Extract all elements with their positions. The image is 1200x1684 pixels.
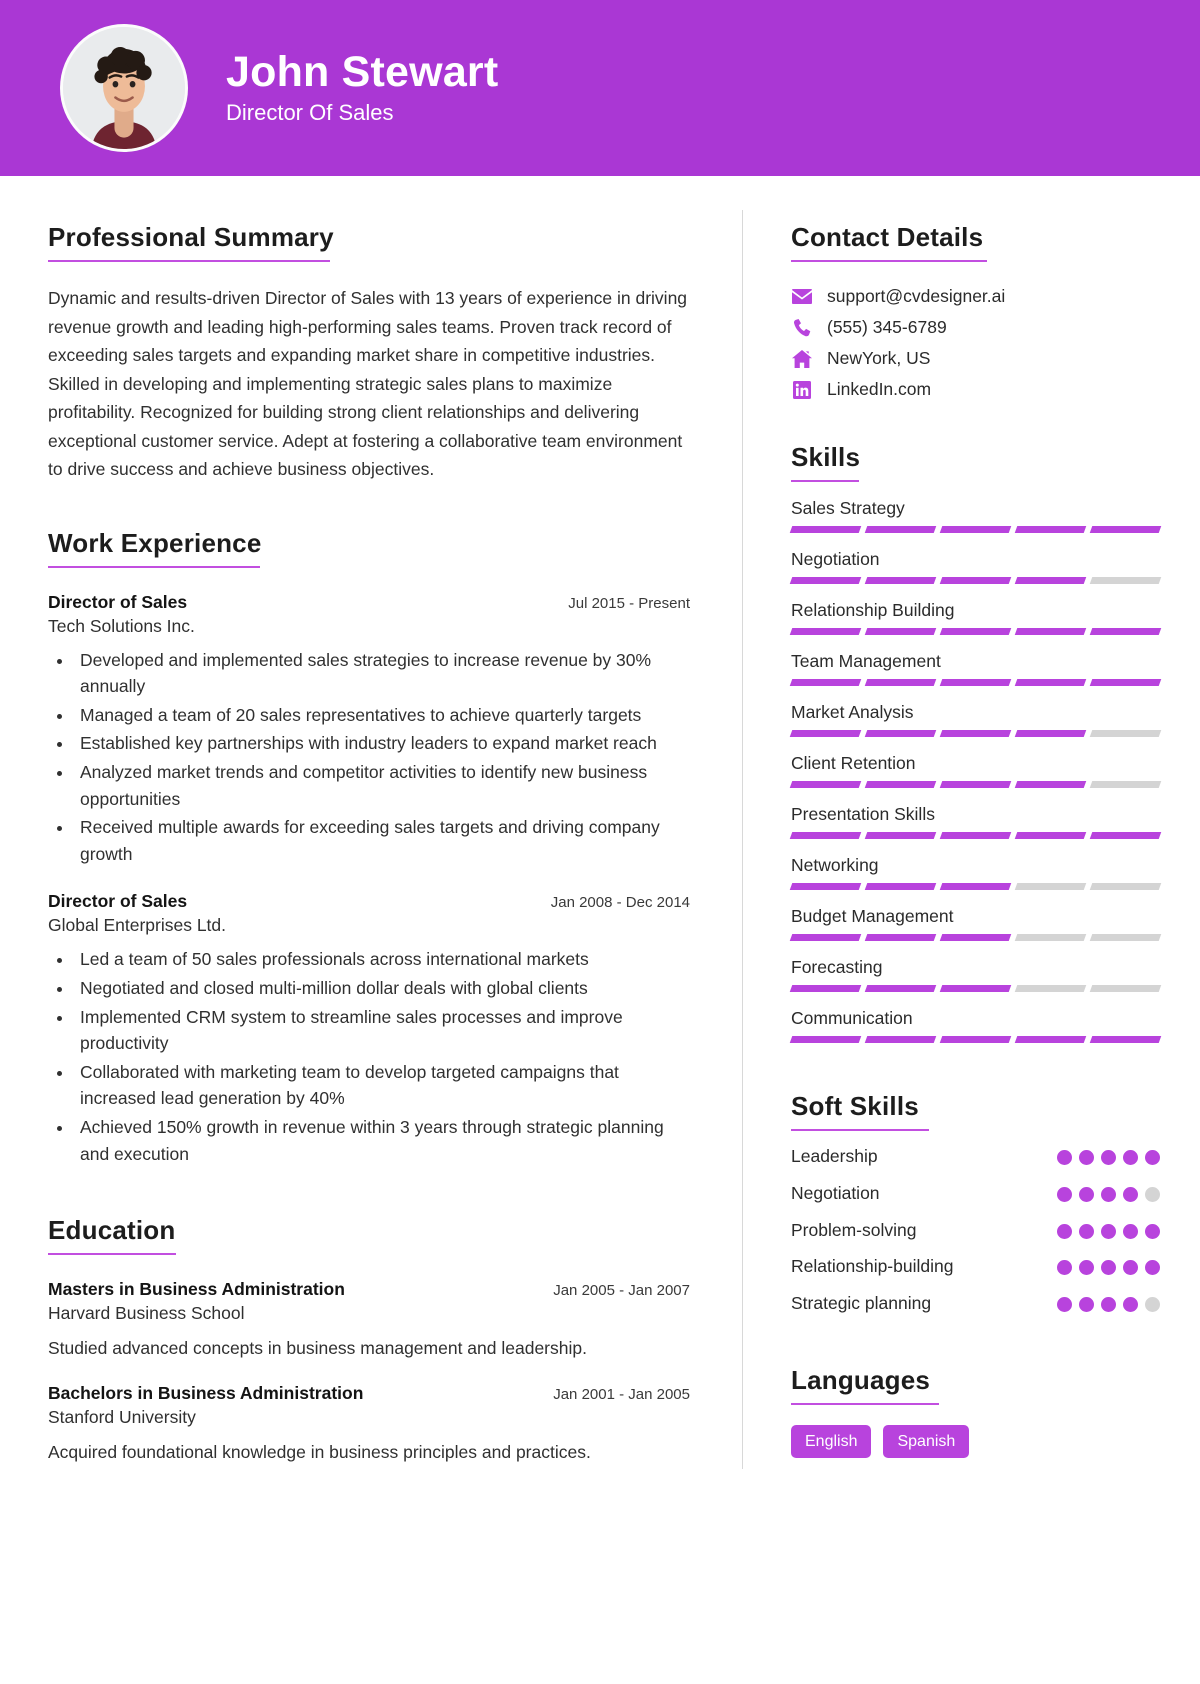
skill-label: Communication xyxy=(791,1008,913,1028)
skill-segment xyxy=(1090,934,1162,941)
skill-segment xyxy=(1015,883,1087,890)
education-description: Acquired foundational knowledge in business principles and practices. xyxy=(48,1442,591,1463)
skill-label: Presentation Skills xyxy=(791,804,935,824)
skill-level-bar xyxy=(791,679,1160,686)
work-item-header xyxy=(48,592,690,613)
linkedin-icon xyxy=(791,380,813,400)
rating-dot xyxy=(1057,1297,1072,1312)
education-item xyxy=(48,1383,690,1463)
skill-label: Team Management xyxy=(791,651,941,671)
rating-dot xyxy=(1145,1224,1160,1239)
education-date: Jan 2001 - Jan 2005 xyxy=(553,1386,690,1404)
skill-segment xyxy=(1090,730,1162,737)
education-item-header xyxy=(48,1383,690,1404)
skill-segment xyxy=(790,985,862,992)
skill-item xyxy=(791,1008,1160,1043)
section-skills xyxy=(791,442,1160,1043)
rating-dot xyxy=(1123,1150,1138,1165)
education-degree: Masters in Business Administration xyxy=(48,1279,345,1300)
section-rule xyxy=(48,260,330,262)
work-item-company: Tech Solutions Inc. xyxy=(48,615,195,636)
skill-segment xyxy=(1090,628,1162,635)
skill-segment xyxy=(940,934,1012,941)
skill-segment xyxy=(1090,781,1162,788)
contact-item-linkedin[interactable] xyxy=(791,379,1160,400)
section-work-experience xyxy=(48,528,690,1168)
skill-item xyxy=(791,855,1160,890)
list-item: • Led a team of 50 sales professionals across international markets xyxy=(74,946,690,973)
skill-segment xyxy=(865,883,937,890)
section-title-contact: Contact Details xyxy=(791,222,984,252)
work-item-title: Director of Sales xyxy=(48,891,188,912)
skill-segment xyxy=(1090,526,1162,533)
skill-segment xyxy=(1090,679,1162,686)
soft-skill-rating xyxy=(1057,1292,1160,1312)
rating-dot xyxy=(1145,1150,1160,1165)
skill-segment xyxy=(1015,526,1087,533)
list-item: • Managed a team of 20 sales representatives to achieve quarterly targets xyxy=(74,702,690,729)
skill-segment xyxy=(790,781,862,788)
rating-dot xyxy=(1057,1150,1072,1165)
skill-segment xyxy=(1015,934,1087,941)
skill-segment xyxy=(865,577,937,584)
skill-segment xyxy=(865,628,937,635)
skill-segment xyxy=(1015,577,1087,584)
soft-skill-rating xyxy=(1057,1182,1160,1202)
education-item-header xyxy=(48,1279,690,1300)
skill-segment xyxy=(1090,1036,1162,1043)
work-item-bullets xyxy=(74,647,690,868)
skill-segment xyxy=(790,832,862,839)
section-education xyxy=(48,1215,690,1463)
skill-label: Networking xyxy=(791,855,879,875)
list-item: • Negotiated and closed multi-million dollar deals with global clients xyxy=(74,975,690,1002)
skill-segment xyxy=(790,577,862,584)
skill-item xyxy=(791,804,1160,839)
skill-segment xyxy=(1015,730,1087,737)
skill-level-bar xyxy=(791,526,1160,533)
rating-dot xyxy=(1145,1260,1160,1275)
rating-dot xyxy=(1101,1150,1116,1165)
work-item-header xyxy=(48,891,690,912)
rating-dot xyxy=(1057,1260,1072,1275)
skill-item xyxy=(791,498,1160,533)
education-item xyxy=(48,1279,690,1359)
skill-segment xyxy=(1090,577,1162,584)
soft-skill-item xyxy=(791,1182,1160,1205)
skill-level-bar xyxy=(791,934,1160,941)
skill-segment xyxy=(940,1036,1012,1043)
skill-label: Negotiation xyxy=(791,549,880,569)
soft-skill-label: Relationship-building xyxy=(791,1256,954,1277)
soft-skill-item xyxy=(791,1255,1160,1278)
contact-location-value: NewYork, US xyxy=(827,348,931,368)
soft-skill-rating xyxy=(1057,1255,1160,1275)
summary-text: Dynamic and results-driven Director of Sales with 13 years of experience in driving revenue growth and leading high-performing sales teams. Proven track record of exceeding sales targets and expanding market share in competitive industries. Skilled in developing and implementing strategic sales plans to maximize profitability. Recognized for building strong client relationships and delivering exceptional customer service. Adept at fostering a collaborative team environment to drive success and achieve business objectives. xyxy=(48,288,688,480)
rating-dot xyxy=(1123,1297,1138,1312)
language-chip: English xyxy=(791,1425,871,1458)
soft-skill-label: Strategic planning xyxy=(791,1293,932,1313)
work-item-bullets xyxy=(74,946,690,1167)
skill-segment xyxy=(940,679,1012,686)
education-degree: Bachelors in Business Administration xyxy=(48,1383,364,1404)
skill-level-bar xyxy=(791,577,1160,584)
skill-item xyxy=(791,753,1160,788)
phone-icon xyxy=(791,318,813,338)
skill-label: Budget Management xyxy=(791,906,954,926)
skill-segment xyxy=(865,934,937,941)
language-chip: Spanish xyxy=(883,1425,969,1458)
contact-linkedin-value: LinkedIn.com xyxy=(827,379,932,399)
skill-item xyxy=(791,549,1160,584)
section-title-education: Education xyxy=(48,1215,176,1246)
section-title-languages: Languages xyxy=(791,1364,931,1395)
header-name-block xyxy=(226,49,498,127)
skill-segment xyxy=(1015,1036,1087,1043)
rating-dot xyxy=(1123,1224,1138,1239)
main-column xyxy=(0,176,742,1503)
skill-segment xyxy=(940,628,1012,635)
skill-segment xyxy=(865,526,937,533)
soft-skill-item xyxy=(791,1219,1160,1242)
skill-segment xyxy=(865,1036,937,1043)
skill-segment xyxy=(1090,985,1162,992)
rating-dot xyxy=(1101,1224,1116,1239)
skill-segment xyxy=(940,985,1012,992)
skill-segment xyxy=(940,883,1012,890)
language-chip-list xyxy=(791,1425,1160,1458)
soft-skill-label: Leadership xyxy=(791,1146,878,1166)
home-icon xyxy=(791,349,813,369)
work-item-date: Jan 2008 - Dec 2014 xyxy=(550,894,690,912)
skill-segment xyxy=(1015,832,1087,839)
soft-skill-label: Negotiation xyxy=(791,1182,880,1203)
section-soft-skills xyxy=(791,1091,1160,1315)
skill-item xyxy=(791,906,1160,941)
skill-segment xyxy=(940,781,1012,788)
skill-segment xyxy=(940,832,1012,839)
list-item: • Implemented CRM system to streamline sales processes and improve productivity xyxy=(74,1004,690,1057)
education-school: Stanford University xyxy=(48,1407,196,1428)
skill-label: Relationship Building xyxy=(791,600,955,620)
skill-segment xyxy=(940,526,1012,533)
skills-list xyxy=(791,498,1160,1043)
section-rule xyxy=(791,260,987,262)
rating-dot xyxy=(1079,1260,1094,1275)
skill-segment xyxy=(865,985,937,992)
education-description: Studied advanced concepts in business management and leadership. xyxy=(48,1338,587,1359)
skill-label: Market Analysis xyxy=(791,702,914,722)
rating-dot xyxy=(1145,1187,1160,1202)
section-rule xyxy=(791,480,859,482)
skill-segment xyxy=(1015,679,1087,686)
education-date: Jan 2005 - Jan 2007 xyxy=(553,1282,690,1300)
skill-segment xyxy=(940,577,1012,584)
rating-dot xyxy=(1079,1297,1094,1312)
work-item-company: Global Enterprises Ltd. xyxy=(48,915,227,936)
soft-skill-label: Problem-solving xyxy=(791,1219,917,1240)
rating-dot xyxy=(1123,1260,1138,1275)
skill-level-bar xyxy=(791,883,1160,890)
skill-segment xyxy=(790,1036,862,1043)
skill-level-bar xyxy=(791,730,1160,737)
skill-segment xyxy=(790,934,862,941)
soft-skills-list xyxy=(791,1145,1160,1315)
section-rule xyxy=(791,1129,929,1131)
rating-dot xyxy=(1101,1187,1116,1202)
rating-dot xyxy=(1079,1187,1094,1202)
skill-segment xyxy=(1090,883,1162,890)
skill-segment xyxy=(1015,985,1087,992)
skill-level-bar xyxy=(791,628,1160,635)
skill-level-bar xyxy=(791,1036,1160,1043)
contact-item-phone[interactable] xyxy=(791,317,1160,338)
sidebar-column xyxy=(743,176,1200,1503)
skill-segment xyxy=(865,781,937,788)
candidate-role: Director Of Sales xyxy=(226,100,394,126)
skill-level-bar xyxy=(791,781,1160,788)
section-title-work: Work Experience xyxy=(48,527,262,558)
list-item: • Established key partnerships with industry leaders to expand market reach xyxy=(74,730,690,757)
contact-email-value: support@cvdesigner.ai xyxy=(827,286,1006,306)
skill-segment xyxy=(1015,628,1087,635)
education-school: Harvard Business School xyxy=(48,1303,245,1324)
section-languages xyxy=(791,1365,1160,1458)
section-title-skills: Skills xyxy=(791,442,861,472)
contact-phone-value: (555) 345-6789 xyxy=(827,317,947,337)
soft-skill-rating xyxy=(1057,1145,1160,1165)
section-contact-details xyxy=(791,222,1160,400)
skill-segment xyxy=(865,832,937,839)
skill-label: Forecasting xyxy=(791,957,883,977)
section-rule xyxy=(48,1253,176,1255)
skill-segment xyxy=(1090,832,1162,839)
rating-dot xyxy=(1145,1297,1160,1312)
skill-level-bar xyxy=(791,832,1160,839)
skill-item xyxy=(791,702,1160,737)
skill-segment xyxy=(865,730,937,737)
work-item xyxy=(48,592,690,868)
section-title-soft-skills: Soft Skills xyxy=(791,1091,919,1121)
skill-segment xyxy=(790,526,862,533)
skill-label: Sales Strategy xyxy=(791,498,905,518)
rating-dot xyxy=(1057,1187,1072,1202)
work-item-title: Director of Sales xyxy=(48,591,188,612)
section-rule xyxy=(791,1403,939,1405)
skill-item xyxy=(791,600,1160,635)
skill-segment xyxy=(790,730,862,737)
soft-skill-item xyxy=(791,1292,1160,1315)
skill-segment xyxy=(1015,781,1087,788)
work-item-date: Jul 2015 - Present xyxy=(568,594,690,612)
section-rule xyxy=(48,566,260,568)
list-item: • Analyzed market trends and competitor activities to identify new business opportunities xyxy=(74,759,690,812)
skill-item xyxy=(791,651,1160,686)
resume-header xyxy=(0,0,1200,176)
rating-dot xyxy=(1123,1187,1138,1202)
skill-label: Client Retention xyxy=(791,753,916,773)
soft-skill-item xyxy=(791,1145,1160,1168)
skill-segment xyxy=(790,628,862,635)
contact-list xyxy=(791,286,1160,400)
list-item: • Developed and implemented sales strategies to increase revenue by 30% annually xyxy=(74,647,690,700)
skill-segment xyxy=(790,883,862,890)
skill-level-bar xyxy=(791,985,1160,992)
rating-dot xyxy=(1057,1224,1072,1239)
skill-item xyxy=(791,957,1160,992)
skill-segment xyxy=(940,730,1012,737)
rating-dot xyxy=(1079,1224,1094,1239)
skill-segment xyxy=(790,679,862,686)
list-item: • Collaborated with marketing team to develop targeted campaigns that increased lead generation by 40% xyxy=(74,1059,690,1112)
work-item xyxy=(48,891,690,1167)
section-title-summary: Professional Summary xyxy=(48,222,334,252)
list-item: • Received multiple awards for exceeding sales targets and driving company growth xyxy=(74,814,690,867)
skill-segment xyxy=(865,679,937,686)
avatar xyxy=(60,24,188,152)
rating-dot xyxy=(1101,1260,1116,1275)
section-professional-summary xyxy=(48,222,690,484)
soft-skill-rating xyxy=(1057,1219,1160,1239)
rating-dot xyxy=(1101,1297,1116,1312)
resume-body xyxy=(0,176,1200,1503)
list-item: • Achieved 150% growth in revenue within 3 years through strategic planning and execution xyxy=(74,1114,690,1167)
rating-dot xyxy=(1079,1150,1094,1165)
contact-item-email[interactable] xyxy=(791,286,1160,307)
envelope-icon xyxy=(791,287,813,307)
contact-item-location[interactable] xyxy=(791,348,1160,369)
candidate-name: John Stewart xyxy=(226,48,499,97)
